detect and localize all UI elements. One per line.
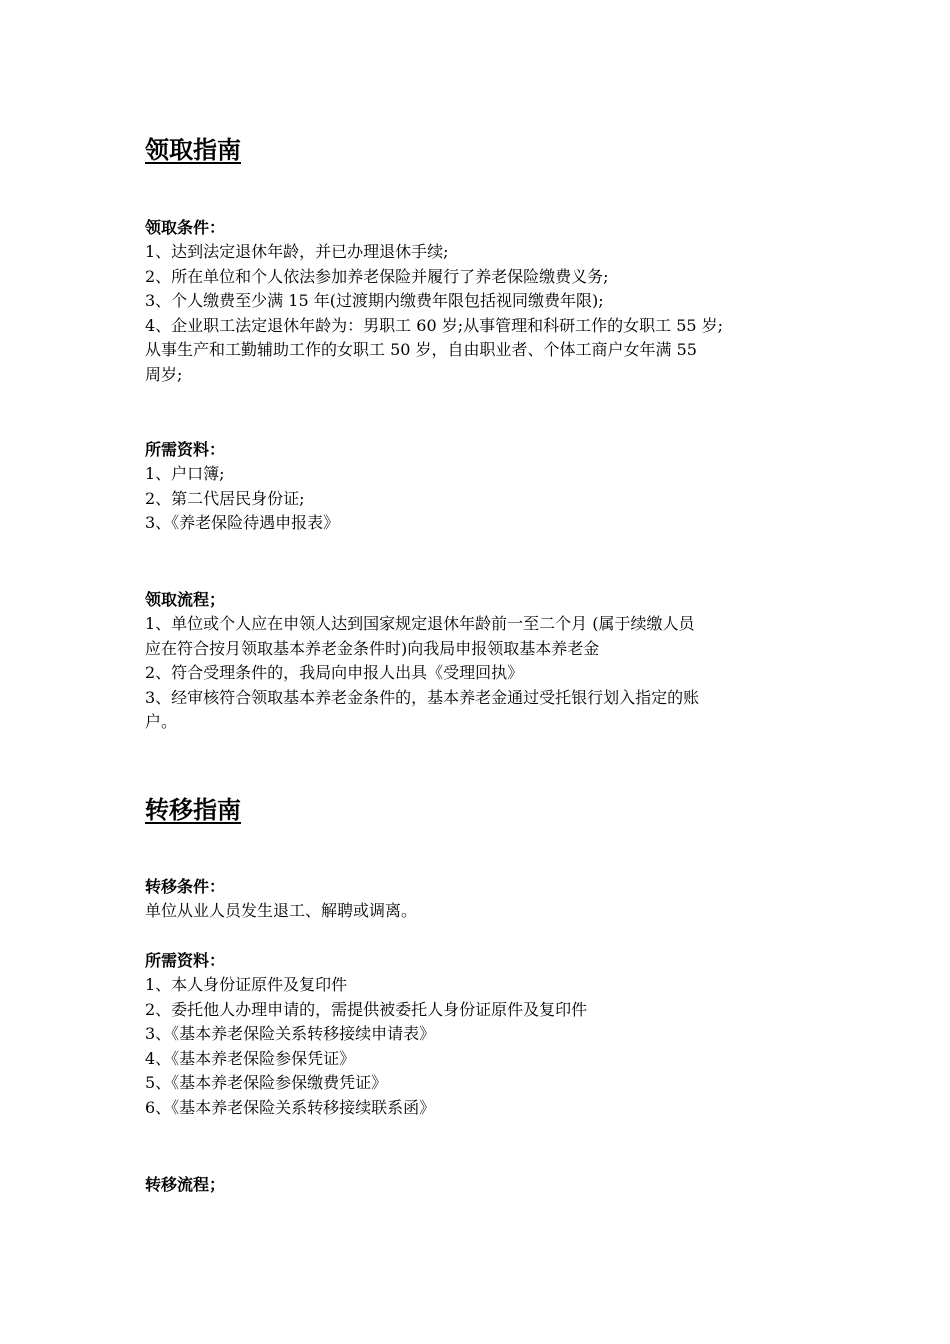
section1-conditions — [145, 216, 825, 387]
section1-title: 领取指南 — [145, 136, 241, 164]
list-item: 5、《基本养老保险参保缴费凭证》 — [145, 1073, 388, 1092]
list-item: 单位从业人员发生退工、解聘或调离。 — [145, 901, 418, 920]
list-item: 2、委托他人办理申请的，需提供被委托人身份证原件及复印件 — [145, 999, 588, 1019]
section1-materials-heading: 所需资料： — [145, 440, 226, 459]
section2-process — [145, 1173, 825, 1197]
section1-materials — [145, 438, 825, 536]
section2-conditions — [145, 875, 825, 924]
list-item: 6、《基本养老保险关系转移接续联系函》 — [145, 1097, 436, 1117]
list-item: 2、第二代居民身份证; — [145, 488, 305, 508]
section1-process-heading: 领取流程； — [145, 590, 226, 609]
list-item: 应在符合按月领取基本养老金条件时)向我局申报领取基本养老金 — [145, 638, 600, 658]
list-item: 3、个人缴费至少满 15 年(过渡期内缴费年限包括视同缴费年限); — [145, 291, 604, 310]
list-item: 2、所在单位和个人依法参加养老保险并履行了养老保险缴费义务; — [145, 266, 609, 286]
list-item: 1、本人身份证原件及复印件 — [145, 975, 348, 994]
section2-conditions-heading: 转移条件： — [145, 877, 226, 896]
list-item: 周岁; — [145, 364, 183, 384]
section2-title: 转移指南 — [145, 796, 241, 824]
list-item: 户。 — [145, 712, 178, 731]
section2-process-heading: 转移流程； — [145, 1175, 226, 1194]
list-item: 4、《基本养老保险参保凭证》 — [145, 1048, 356, 1068]
list-item: 1、达到法定退休年龄，并已办理退休手续; — [145, 242, 449, 261]
list-item: 1、单位或个人应在申领人达到国家规定退休年龄前一至二个月 (属于续缴人员 — [145, 614, 695, 633]
section2-materials-heading: 所需资料： — [145, 951, 226, 970]
list-item: 2、符合受理条件的，我局向申报人出具《受理回执》 — [145, 663, 524, 682]
list-item: 3、《养老保险待遇申报表》 — [145, 513, 340, 532]
section2-materials — [145, 949, 825, 1120]
list-item: 3、《基本养老保险关系转移接续申请表》 — [145, 1024, 436, 1043]
list-item: 3、经审核符合领取基本养老金条件的，基本养老金通过受托银行划入指定的账 — [145, 687, 700, 707]
list-item: 1、户口簿; — [145, 464, 225, 483]
list-item: 从事生产和工勤辅助工作的女职工 50 岁，自由职业者、个体工商户女年满 55 — [145, 340, 697, 359]
list-item: 4、企业职工法定退休年龄为：男职工 60 岁;从事管理和科研工作的女职工 55 岁; — [145, 315, 724, 335]
section1-process — [145, 588, 825, 735]
section1-conditions-heading: 领取条件： — [145, 218, 226, 237]
